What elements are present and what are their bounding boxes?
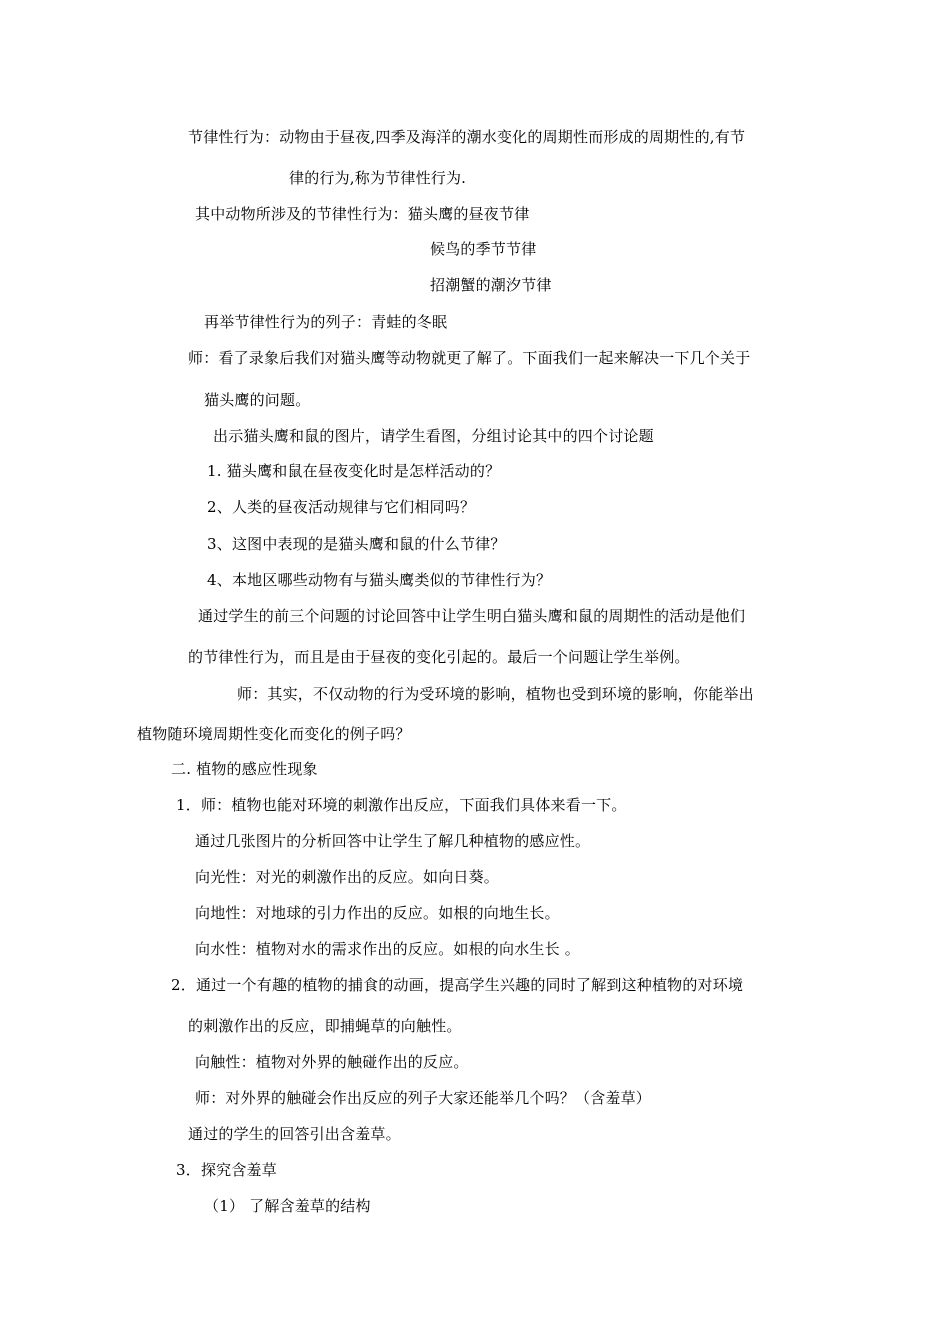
paragraph-line: 的节律性行为，而且是由于昼夜的变化引起的。最后一个问题让学生举例。 [188,648,690,666]
paragraph-line: 节律性行为：动物由于昼夜,四季及海洋的潮水变化的周期性而形成的周期性的,有节 [188,128,746,146]
list-item: 1. 猫头鹰和鼠在昼夜变化时是怎样活动的？ [207,462,501,480]
list-item: 4、本地区哪些动物有与猫头鹰类似的节律性行为？ [207,571,552,589]
paragraph-line: 师：其实，不仅动物的行为受环境的影响，植物也受到环境的影响，你能举出 [237,685,754,703]
paragraph-line: 通过学生的前三个问题的讨论回答中让学生明白猫头鹰和鼠的周期性的活动是他们 [198,607,746,625]
paragraph-line: 向水性：植物对水的需求作出的反应。如根的向水生长 。 [195,940,580,958]
paragraph-line: 再举节律性行为的列子：青蛙的冬眠 [204,313,448,331]
paragraph-line: （1） 了解含羞草的结构 [204,1197,371,1215]
paragraph-line: 出示猫头鹰和鼠的图片，请学生看图，分组讨论其中的四个讨论题 [213,427,654,445]
paragraph-line: 师：对外界的触碰会作出反应的列子大家还能举几个吗？（含羞草） [195,1089,652,1107]
paragraph-line: 通过的学生的回答引出含羞草。 [188,1125,401,1143]
list-item: 3、这图中表现的是猫头鹰和鼠的什么节律？ [207,535,506,553]
paragraph-line: 其中动物所涉及的节律性行为：猫头鹰的昼夜节律 [195,205,530,223]
paragraph-line: 招潮蟹的潮汐节律 [430,276,552,294]
paragraph-line: 通过几张图片的分析回答中让学生了解几种植物的感应性。 [195,832,591,850]
list-item: 2、人类的昼夜活动规律与它们相同吗？ [207,498,476,516]
paragraph-line: 律的行为,称为节律性行为. [289,169,467,187]
paragraph-line: 向光性：对光的刺激作出的反应。如向日葵。 [195,868,500,886]
paragraph-line: 1．师：植物也能对环境的刺激作出反应，下面我们具体来看一下。 [176,796,627,814]
paragraph-line: 的刺激作出的反应，即捕蝇草的向触性。 [188,1017,462,1035]
paragraph-line: 2．通过一个有趣的植物的捕食的动画，提高学生兴趣的同时了解到这种植物的对环境 [171,976,744,994]
paragraph-line: 向触性：植物对外界的触碰作出的反应。 [195,1053,469,1071]
paragraph-line: 3．探究含羞草 [176,1161,277,1179]
paragraph-line: 猫头鹰的问题。 [204,391,311,409]
paragraph-line: 向地性：对地球的引力作出的反应。如根的向地生长。 [195,904,560,922]
section-heading: 二. 植物的感应性现象 [171,760,318,778]
paragraph-line: 师：看了录象后我们对猫头鹰等动物就更了解了。下面我们一起来解决一下几个关于 [188,349,751,367]
paragraph-line: 候鸟的季节节律 [430,240,537,258]
paragraph-line: 植物随环境周期性变化而变化的例子吗？ [137,725,411,743]
